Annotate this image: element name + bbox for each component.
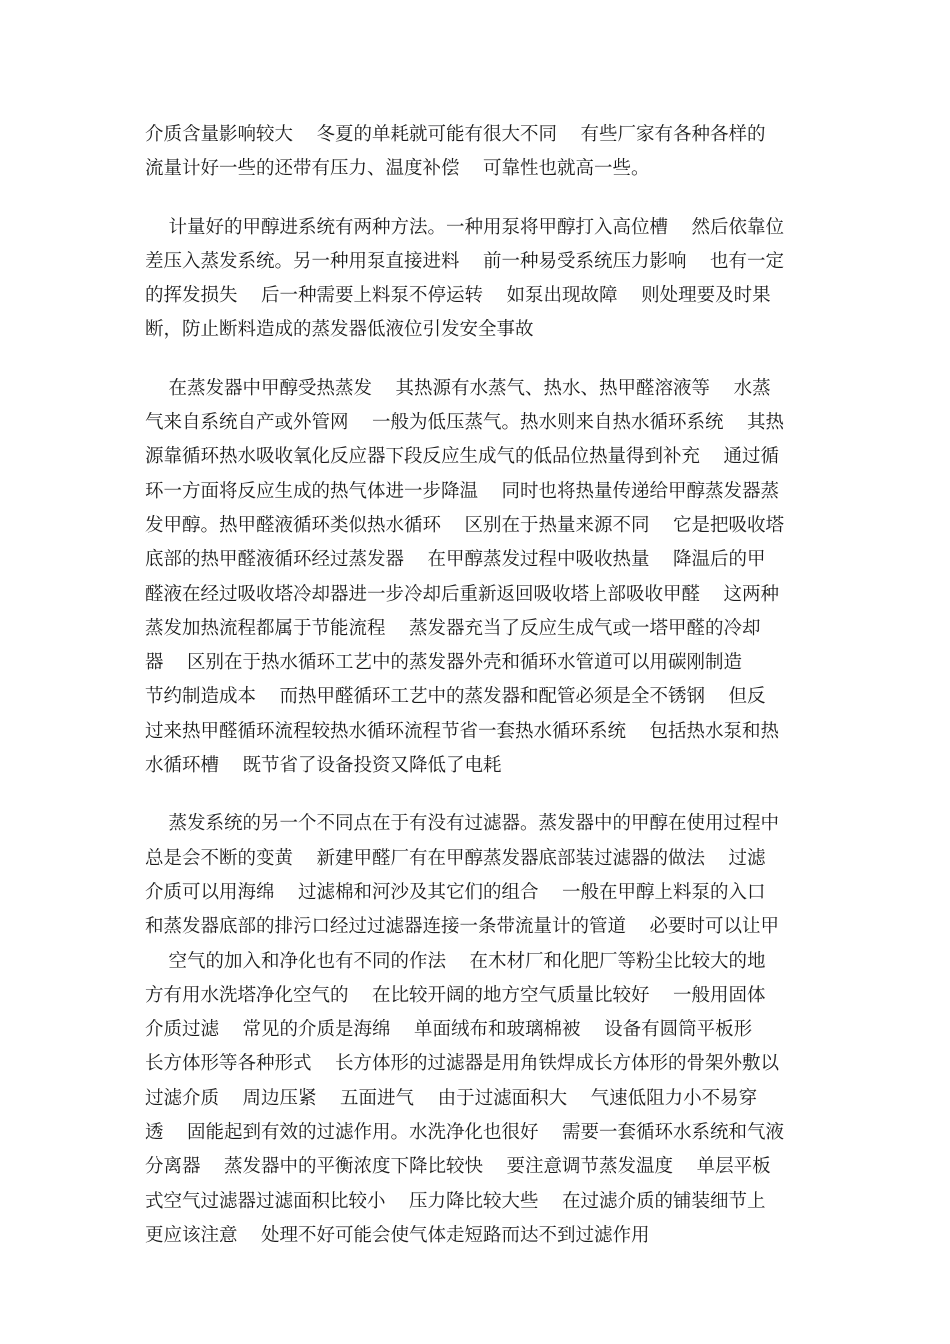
- text-line: 长方体形等各种形式 长方体形的过滤器是用角铁焊成长方体形的骨架外敷以: [145, 1053, 780, 1075]
- text-line: 计量好的甲醇进系统有两种方法。一种用泵将甲醇打入高位槽 然后依靠位: [145, 216, 785, 238]
- paragraph-2: [145, 211, 815, 348]
- paragraph-3: [145, 372, 815, 784]
- text-line: 和蒸发器底部的排污口经过过滤器连接一条带流量计的管道 必要时可以让甲: [145, 916, 780, 938]
- text-line: 在蒸发器中甲醇受热蒸发 其热源有水蒸气、热水、热甲醛溶液等 水蒸: [145, 377, 771, 399]
- text-line: 蒸发加热流程都属于节能流程 蒸发器充当了反应生成气或一塔甲醛的冷却: [145, 617, 761, 639]
- text-line: 醛液在经过吸收塔冷却器进一步冷却后重新返回吸收塔上部吸收甲醛 这两种: [145, 583, 780, 605]
- text-line: 透 固能起到有效的过滤作用。水洗净化也很好 需要一套循环水系统和气液: [145, 1122, 785, 1144]
- text-line: 蒸发系统的另一个不同点在于有没有过滤器。蒸发器中的甲醇在使用过程中: [145, 813, 780, 835]
- text-line: 式空气过滤器过滤面积比较小 压力降比较大些 在过滤介质的铺装细节上: [145, 1190, 766, 1212]
- text-line: 水循环槽 既节省了设备投资又降低了电耗: [145, 755, 502, 777]
- text-line: 发甲醇。热甲醛液循环类似热水循环 区别在于热量来源不同 它是把吸收塔: [145, 514, 785, 536]
- document-body: [145, 118, 815, 1253]
- text-line: 环一方面将反应生成的热气体进一步降温 同时也将热量传递给甲醇蒸发器蒸: [145, 480, 780, 502]
- text-line: 器 区别在于热水循环工艺中的蒸发器外壳和循环水管道可以用碳刚制造: [145, 652, 743, 674]
- text-line: 过来热甲醛循环流程较热水循环流程节省一套热水循环系统 包括热水泵和热: [145, 720, 780, 742]
- text-line: 底部的热甲醛液循环经过蒸发器 在甲醇蒸发过程中吸收热量 降温后的甲: [145, 549, 766, 571]
- text-line: 介质过滤 常见的介质是海绵 单面绒布和玻璃棉被 设备有圆筒平板形: [145, 1019, 753, 1041]
- text-line: 气来自系统自产或外管网 一般为低压蒸气。热水则来自热水循环系统 其热: [145, 412, 785, 434]
- paragraph-4: [145, 807, 815, 1253]
- text-line: 方有用水洗塔净化空气的 在比较开阔的地方空气质量比较好 一般用固体: [145, 984, 766, 1006]
- text-line: 源靠循环热水吸收氧化反应器下段反应生成气的低品位热量得到补充 通过循: [145, 446, 780, 468]
- text-line: 过滤介质 周边压紧 五面进气 由于过滤面积大 气速低阻力小不易穿: [145, 1087, 758, 1109]
- text-line: 流量计好一些的还带有压力、温度补偿 可靠性也就高一些。: [145, 158, 650, 180]
- text-line: 总是会不断的变黄 新建甲醛厂有在甲醇蒸发器底部装过滤器的做法 过滤: [145, 847, 766, 869]
- text-line: 介质可以用海绵 过滤棉和河沙及其它们的组合 一般在甲醇上料泵的入口: [145, 881, 766, 903]
- text-line: 节约制造成本 而热甲醛循环工艺中的蒸发器和配管必须是全不锈钢 但反: [145, 686, 766, 708]
- text-line: 的挥发损失 后一种需要上料泵不停运转 如泵出现故障 则处理要及时果: [145, 285, 771, 307]
- text-line: 差压入蒸发系统。另一种用泵直接进料 前一种易受系统压力影响 也有一定: [145, 250, 785, 272]
- text-line: 空气的加入和净化也有不同的作法 在木材厂和化肥厂等粉尘比较大的地: [145, 950, 766, 972]
- text-line: 断，防止断料造成的蒸发器低液位引发安全事故: [145, 319, 534, 341]
- paragraph-1: [145, 118, 815, 187]
- text-line: 介质含量影响较大 冬夏的单耗就可能有很大不同 有些厂家有各种各样的: [145, 124, 766, 145]
- text-line: 更应该注意 处理不好可能会使气体走短路而达不到过滤作用: [145, 1224, 650, 1246]
- text-line: 分离器 蒸发器中的平衡浓度下降比较快 要注意调节蒸发温度 单层平板: [145, 1156, 771, 1178]
